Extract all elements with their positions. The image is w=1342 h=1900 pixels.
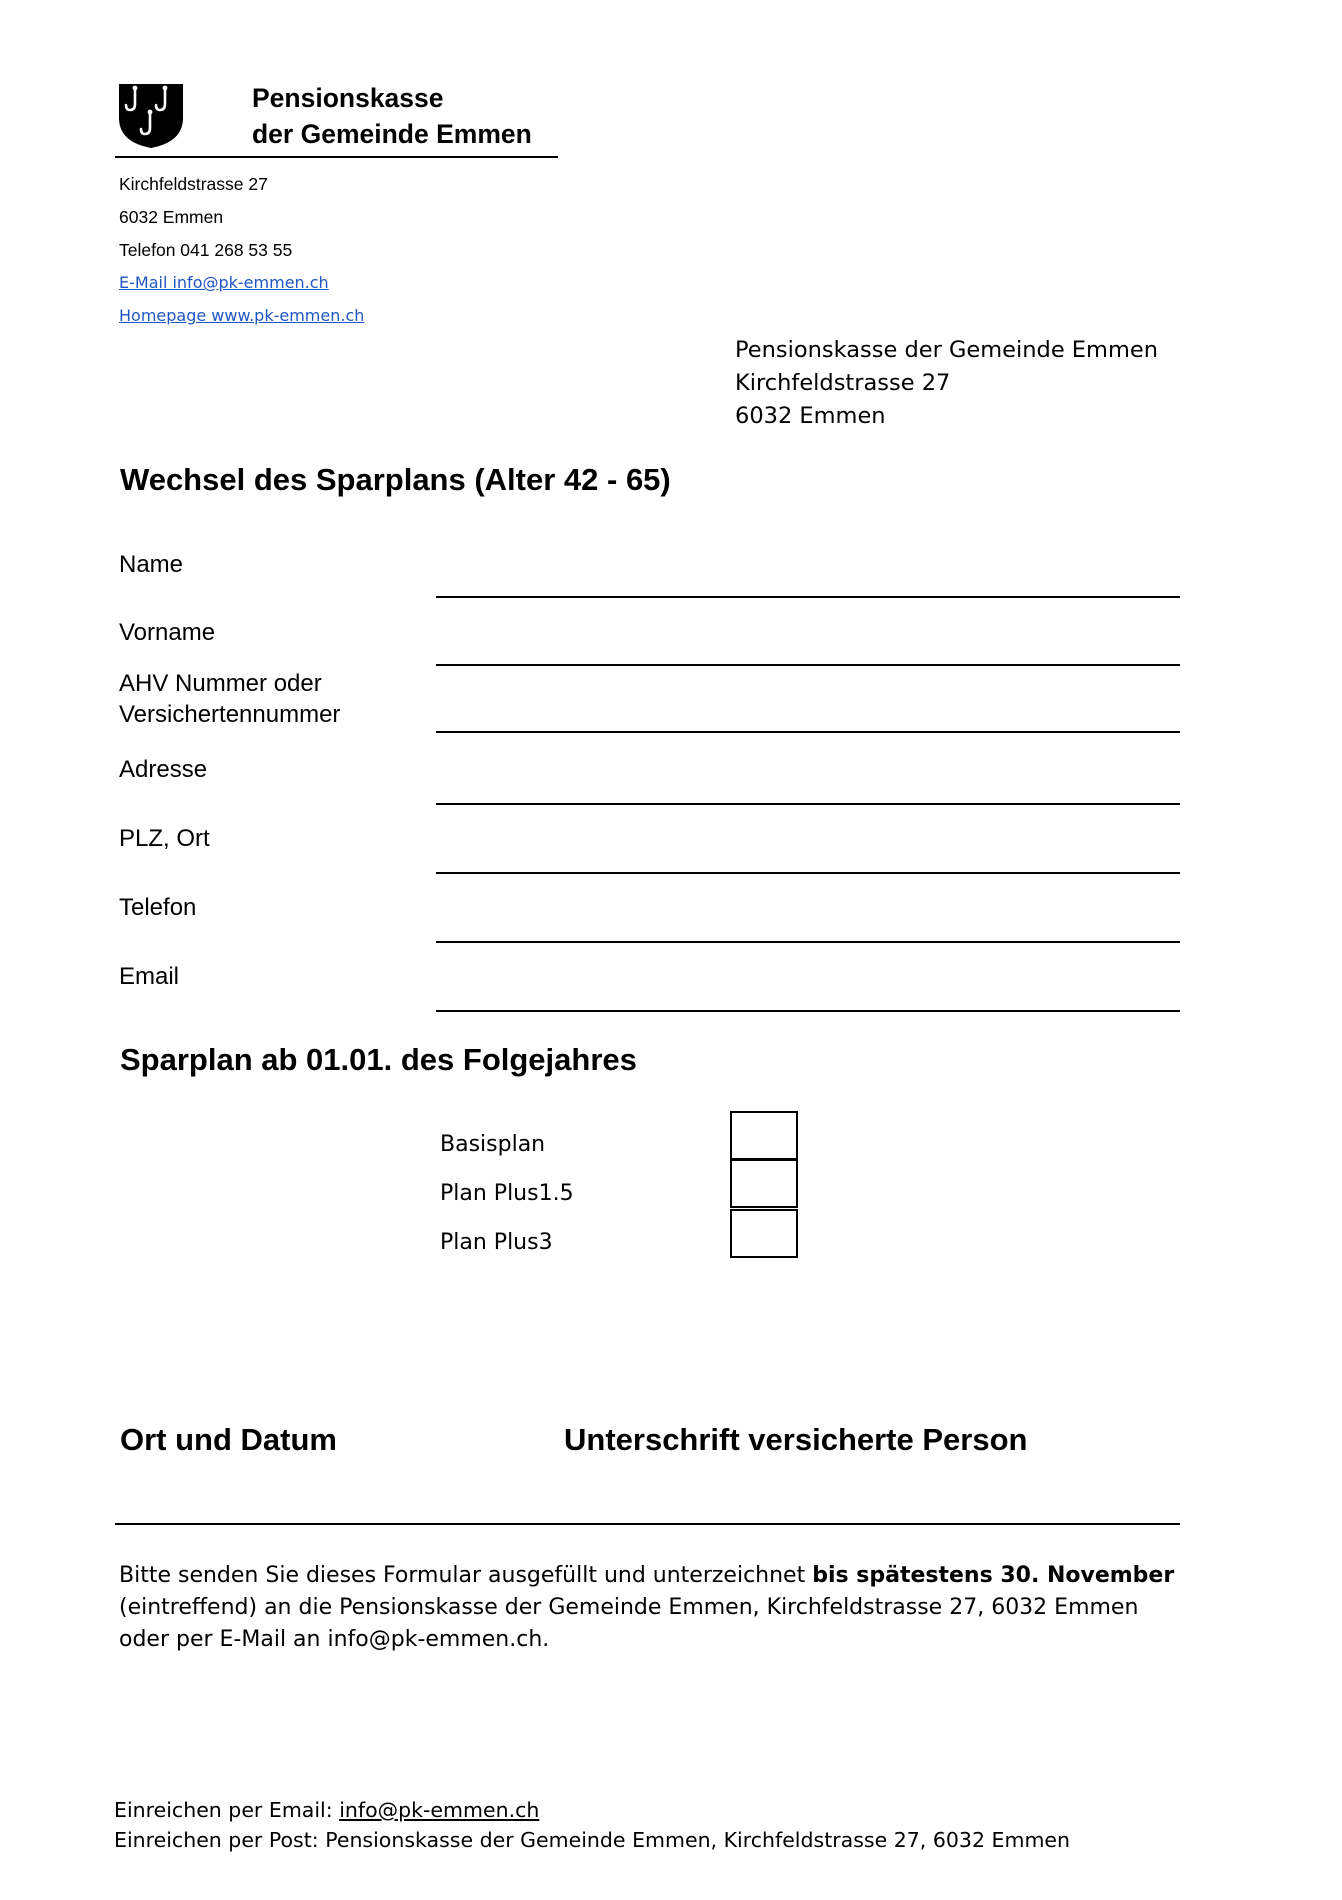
place-date-label: Ort und Datum <box>120 1422 337 1457</box>
submission-note <box>119 1560 1184 1656</box>
field-label-ahv-line2: Versichertennummer <box>119 701 341 728</box>
recipient-line1: Pensionskasse der Gemeinde Emmen <box>735 337 1158 363</box>
coat-of-arms-logo <box>117 82 185 150</box>
signature-line[interactable] <box>115 1523 1180 1525</box>
plan-option-basisplan: Basisplan <box>440 1132 546 1157</box>
recipient-line3: 6032 Emmen <box>735 403 886 429</box>
adresse-input-line[interactable] <box>436 803 1180 805</box>
letterhead-divider <box>115 156 558 158</box>
telefon-input-line[interactable] <box>436 941 1180 943</box>
field-label-email: Email <box>119 963 180 990</box>
org-name-line2: der Gemeinde Emmen <box>252 119 532 149</box>
email-input-line[interactable] <box>436 1010 1180 1012</box>
sender-phone: Telefon 041 268 53 55 <box>119 240 293 260</box>
footer-email-prefix: Einreichen per Email: <box>114 1798 340 1822</box>
org-name-line1: Pensionskasse <box>252 83 444 113</box>
field-label-name: Name <box>119 551 184 578</box>
footer-email-line <box>114 1797 539 1823</box>
checkbox-plan-plus15[interactable] <box>730 1159 798 1208</box>
signature-label: Unterschrift versicherte Person <box>564 1422 1028 1457</box>
footer-email-link[interactable]: info@pk-emmen.ch <box>339 1798 540 1822</box>
note-deadline: bis spätestens 30. November <box>812 1563 1175 1588</box>
sender-email-link[interactable]: E-Mail info@pk-emmen.ch <box>119 273 329 292</box>
note-text-part2: (eintreffend) an die Pensionskasse der Gemeinde Emmen, Kirchfeldstrasse 27, 6032 Emmen oder per E-Mail an info@pk-emmen.ch. <box>119 1595 1139 1652</box>
field-label-vorname: Vorname <box>119 619 216 646</box>
sender-street: Kirchfeldstrasse 27 <box>119 174 268 194</box>
plan-option-plus15: Plan Plus1.5 <box>440 1181 574 1206</box>
ahv-input-line[interactable] <box>436 731 1180 733</box>
field-label-ahv-line1: AHV Nummer oder <box>119 670 322 697</box>
vorname-input-line[interactable] <box>436 664 1180 666</box>
checkbox-plan-plus3[interactable] <box>730 1209 798 1258</box>
plan-section-title: Sparplan ab 01.01. des Folgejahres <box>120 1042 637 1077</box>
sender-city: 6032 Emmen <box>119 207 224 227</box>
field-label-telefon: Telefon <box>119 894 197 921</box>
checkbox-basisplan[interactable] <box>730 1111 798 1160</box>
plz-ort-input-line[interactable] <box>436 872 1180 874</box>
note-text-part1: Bitte senden Sie dieses Formular ausgefüllt und unterzeichnet <box>119 1563 813 1588</box>
footer-post-line: Einreichen per Post: Pensionskasse der Gemeinde Emmen, Kirchfeldstrasse 27, 6032 Emmen <box>114 1828 1071 1852</box>
sender-homepage-link[interactable]: Homepage www.pk-emmen.ch <box>119 306 365 325</box>
form-title: Wechsel des Sparplans (Alter 42 - 65) <box>120 462 671 497</box>
field-label-plz-ort: PLZ, Ort <box>119 825 210 852</box>
recipient-line2: Kirchfeldstrasse 27 <box>735 370 951 396</box>
field-label-adresse: Adresse <box>119 756 208 783</box>
name-input-line[interactable] <box>436 596 1180 598</box>
plan-option-plus3: Plan Plus3 <box>440 1230 553 1255</box>
